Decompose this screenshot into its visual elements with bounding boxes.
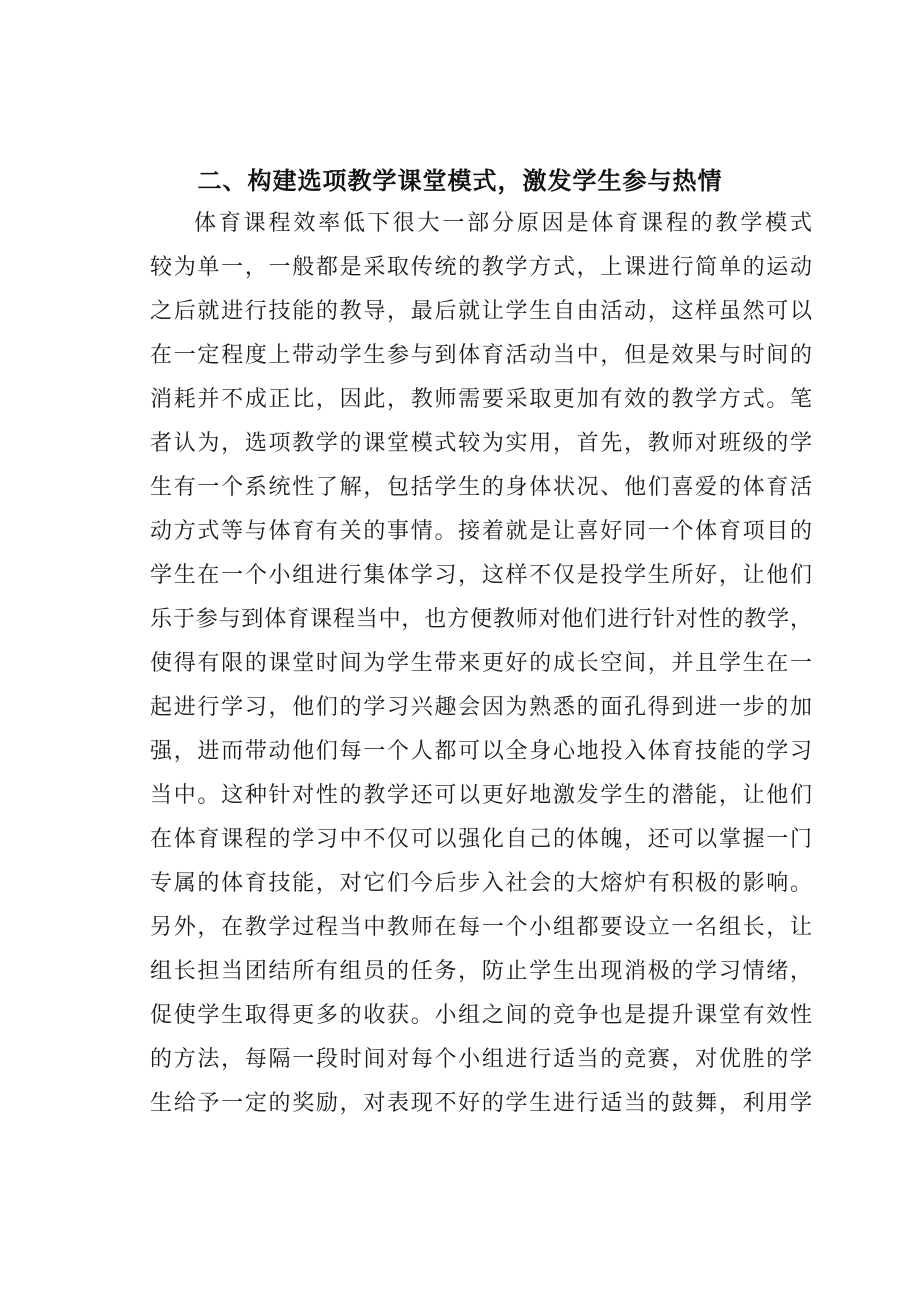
paragraph-line: 在体育课程的学习中不仅可以强化自己的体魄，还可以掌握一门 bbox=[150, 827, 812, 852]
paragraph-line: 动方式等与体育有关的事情。接着就是让喜好同一个体育项目的 bbox=[150, 519, 812, 544]
paragraph-line: 另外，在教学过程当中教师在每一个小组都要设立一名组长，让 bbox=[150, 915, 812, 940]
paragraph-line: 消耗并不成正比，因此，教师需要采取更加有效的教学方式。笔 bbox=[150, 387, 812, 412]
body-paragraph bbox=[150, 202, 812, 1126]
paragraph-line: 学生在一个小组进行集体学习，这样不仅是投学生所好，让他们 bbox=[150, 563, 812, 588]
paragraph-line: 起进行学习，他们的学习兴趣会因为熟悉的面孔得到进一步的加 bbox=[150, 695, 812, 720]
paragraph-line: 生有一个系统性了解，包括学生的身体状况、他们喜爱的体育活 bbox=[150, 475, 812, 500]
paragraph-line: 专属的体育技能，对它们今后步入社会的大熔炉有积极的影响。 bbox=[150, 871, 812, 896]
paragraph-line: 者认为，选项教学的课堂模式较为实用，首先，教师对班级的学 bbox=[150, 431, 812, 456]
section-heading: 二、构建选项教学课堂模式，激发学生参与热情 bbox=[197, 167, 723, 195]
paragraph-line: 当中。这种针对性的教学还可以更好地激发学生的潜能，让他们 bbox=[150, 783, 812, 808]
paragraph-line: 使得有限的课堂时间为学生带来更好的成长空间，并且学生在一 bbox=[150, 651, 812, 676]
paragraph-line: 体育课程效率低下很大一部分原因是体育课程的教学模式 bbox=[194, 211, 812, 236]
paragraph-line: 在一定程度上带动学生参与到体育活动当中，但是效果与时间的 bbox=[150, 343, 812, 368]
paragraph-line: 的方法，每隔一段时间对每个小组进行适当的竞赛，对优胜的学 bbox=[150, 1047, 812, 1072]
paragraph-line: 组长担当团结所有组员的任务，防止学生出现消极的学习情绪， bbox=[150, 959, 812, 984]
paragraph-line: 生给予一定的奖励，对表现不好的学生进行适当的鼓舞，利用学 bbox=[150, 1091, 812, 1116]
paragraph-line: 促使学生取得更多的收获。小组之间的竞争也是提升课堂有效性 bbox=[150, 1003, 812, 1028]
paragraph-line: 较为单一，一般都是采取传统的教学方式，上课进行简单的运动 bbox=[150, 255, 812, 280]
paragraph-line: 强，进而带动他们每一个人都可以全身心地投入体育技能的学习 bbox=[150, 739, 812, 764]
paragraph-line: 之后就进行技能的教导，最后就让学生自由活动，这样虽然可以 bbox=[150, 299, 812, 324]
paragraph-line: 乐于参与到体育课程当中，也方便教师对他们进行针对性的教学， bbox=[150, 607, 812, 632]
